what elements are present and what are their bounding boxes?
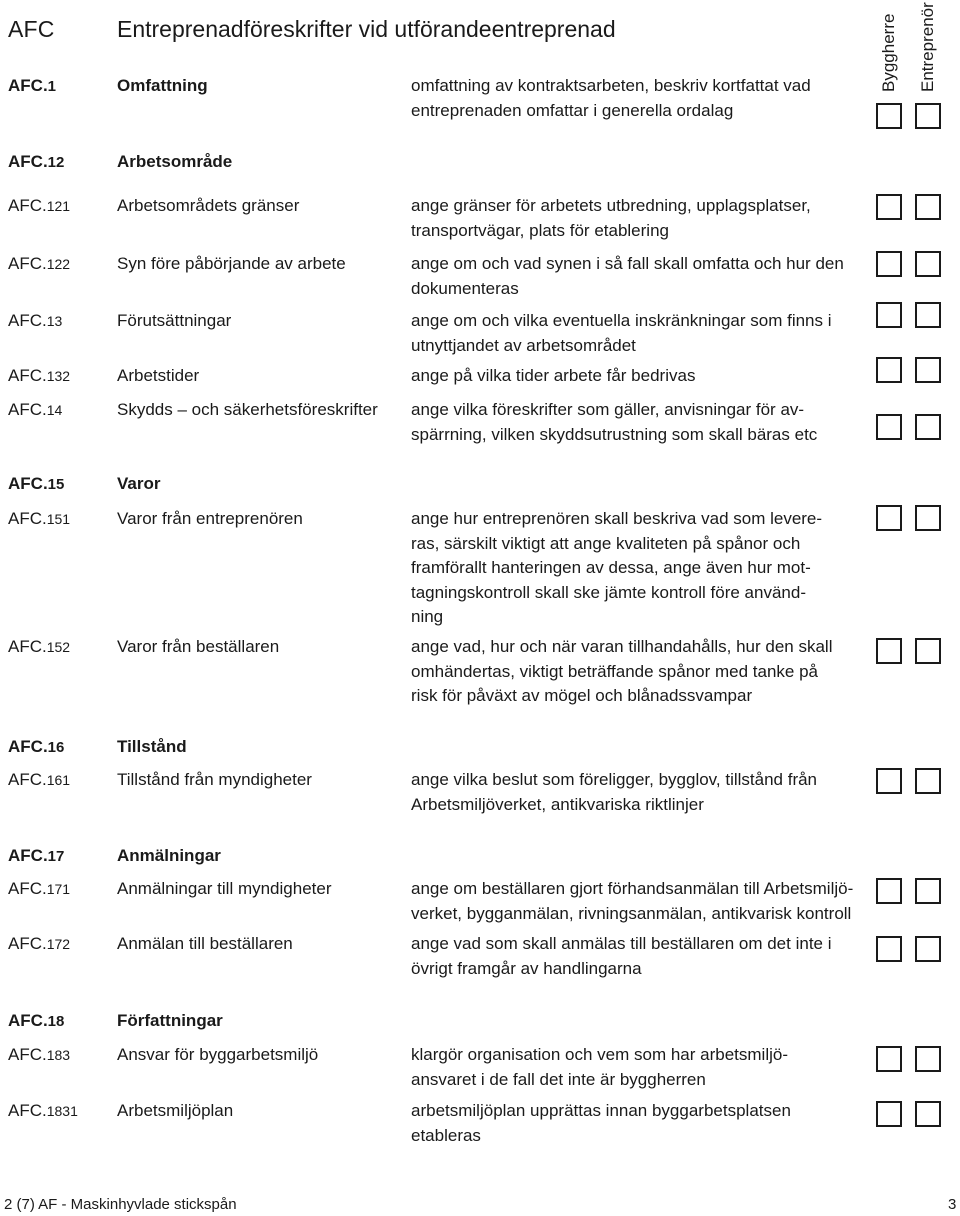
row-code-number: 15 <box>47 476 65 493</box>
row-code-number: 151 <box>46 511 71 527</box>
checkbox-entreprenor[interactable] <box>915 638 941 664</box>
row-code <box>8 194 70 219</box>
item-description: ange hur entreprenören skall beskriva vad som levere- ras, särskilt viktigt att ange kvaliteten på spånor och framförallt hanteringen av dessa, ange även hur mot- tagningskontroll skall ske jämte kontroll före använd- ning <box>411 509 823 626</box>
checkbox-entreprenor[interactable] <box>915 878 941 904</box>
row-code <box>8 252 70 277</box>
item-description: ange om och vad synen i så fall skall omfatta och hur den dokumenteras <box>411 254 844 298</box>
item-description: ange om beställaren gjort förhandsanmälan till Arbetsmiljö- verket, bygganmälan, rivningsanmälan, antikvarisk kontroll <box>411 879 854 923</box>
item-title: Förutsättningar <box>117 311 232 330</box>
checkbox-byggherre[interactable] <box>876 505 902 531</box>
item-description: ange vilka beslut som föreligger, bygglov, tillstånd från Arbetsmiljöverket, antikvariska riktlinjer <box>411 770 818 814</box>
row-code-prefix: AFC. <box>8 737 48 756</box>
row-code <box>8 768 70 793</box>
row-code-prefix: AFC. <box>8 846 48 865</box>
row-code <box>8 309 62 334</box>
item-description: ange vad, hur och när varan tillhandahålls, hur den skall omhändertas, viktigt beträffande spånor med tanke på risk för påväxt av mögel och blånadssvampar <box>411 637 833 705</box>
row-code <box>8 735 64 761</box>
item-description: ange vad som skall anmälas till beställaren om det inte i övrigt framgår av handlingarna <box>411 934 832 978</box>
row-code-number: 17 <box>47 848 65 865</box>
row-code <box>8 1043 70 1068</box>
row-code-number: 183 <box>46 1047 71 1063</box>
row-code-prefix: AFC. <box>8 1101 47 1120</box>
item-title: Arbetsmiljöplan <box>117 1101 234 1120</box>
row-code-prefix: AFC. <box>8 879 47 898</box>
row-code <box>8 1009 64 1035</box>
row-code-prefix: AFC. <box>8 637 47 656</box>
row-code <box>8 877 70 902</box>
section-title: Tillstånd <box>117 737 187 756</box>
item-description: omfattning av kontraktsarbeten, beskriv kortfattat vad entreprenaden omfattar i generella ordalag <box>411 76 811 120</box>
row-code <box>8 74 56 100</box>
section-title: Författningar <box>117 1011 223 1030</box>
row-code <box>8 1099 78 1124</box>
checkbox-entreprenor[interactable] <box>915 357 941 383</box>
checkbox-entreprenor[interactable] <box>915 936 941 962</box>
row-code-prefix: AFC. <box>8 934 47 953</box>
checkbox-byggherre[interactable] <box>876 1046 902 1072</box>
row-code-number: 16 <box>47 739 65 756</box>
row-code-number: 122 <box>46 256 71 272</box>
item-title: Anmälan till beställaren <box>117 934 293 953</box>
checkbox-entreprenor[interactable] <box>915 768 941 794</box>
checkbox-byggherre[interactable] <box>876 103 902 129</box>
item-title: Arbetsområdets gränser <box>117 196 300 215</box>
item-description: ange om och vilka eventuella inskränkningar som finns i utnyttjandet av arbetsområdet <box>411 311 832 355</box>
checkbox-entreprenor[interactable] <box>915 103 941 129</box>
row-code-prefix: AFC. <box>8 311 47 330</box>
section-title: Arbetsområde <box>117 152 233 171</box>
row-code-prefix: AFC. <box>8 1045 47 1064</box>
row-code-number: 1831 <box>46 1103 78 1119</box>
row-code-number: 18 <box>47 1013 65 1030</box>
row-code-prefix: AFC. <box>8 400 47 419</box>
checkbox-byggherre[interactable] <box>876 638 902 664</box>
checkbox-byggherre[interactable] <box>876 878 902 904</box>
row-code-prefix: AFC. <box>8 76 48 95</box>
column-header-byggherre: Byggherre <box>879 13 898 92</box>
row-code <box>8 932 70 957</box>
checkbox-entreprenor[interactable] <box>915 194 941 220</box>
item-title: Varor från beställaren <box>117 637 280 656</box>
row-code-number: 132 <box>46 368 71 384</box>
item-title: Arbetstider <box>117 366 200 385</box>
item-description: ange vilka föreskrifter som gäller, anvisningar för av- spärrning, vilken skyddsutrustning som skall bäras etc <box>411 400 818 444</box>
checkbox-byggherre[interactable] <box>876 194 902 220</box>
row-code <box>8 364 70 389</box>
row-code-prefix: AFC. <box>8 474 48 493</box>
row-code-number: 152 <box>46 639 71 655</box>
row-code <box>8 844 64 870</box>
section-title: Omfattning <box>117 76 208 95</box>
item-description: klargör organisation och vem som har arbetsmiljö- ansvaret i de fall det inte är byggherren <box>411 1045 788 1089</box>
item-description: ange gränser för arbetets utbredning, upplagsplatser, transportvägar, plats för etablering <box>411 196 811 240</box>
row-code-prefix: AFC. <box>8 1011 48 1030</box>
row-code-prefix: AFC. <box>8 152 48 171</box>
row-code-number: 171 <box>46 881 71 897</box>
page-title: Entreprenadföreskrifter vid utförandeentreprenad <box>117 16 616 42</box>
row-code-number: 172 <box>46 936 71 952</box>
row-code-number: 12 <box>47 154 65 171</box>
checkbox-entreprenor[interactable] <box>915 251 941 277</box>
checkbox-entreprenor[interactable] <box>915 302 941 328</box>
footer-document-info: 2 (7) AF - Maskinhyvlade stickspån <box>4 1196 237 1213</box>
row-code-prefix: AFC. <box>8 196 47 215</box>
row-code-prefix: AFC. <box>8 770 47 789</box>
checkbox-byggherre[interactable] <box>876 251 902 277</box>
section-title: Anmälningar <box>117 846 221 865</box>
row-code-number: 1 <box>47 78 57 95</box>
item-title: Ansvar för byggarbetsmiljö <box>117 1045 319 1064</box>
row-code <box>8 472 64 498</box>
item-description: arbetsmiljöplan upprättas innan byggarbetsplatsen etableras <box>411 1101 791 1145</box>
checkbox-byggherre[interactable] <box>876 1101 902 1127</box>
row-code <box>8 507 70 532</box>
row-code <box>8 150 64 176</box>
column-header-entreprenor: Entreprenör <box>918 2 937 92</box>
row-code <box>8 635 70 660</box>
row-code-number: 161 <box>46 772 71 788</box>
row-code-number: 13 <box>46 313 63 329</box>
row-code-prefix: AFC. <box>8 366 47 385</box>
checkbox-entreprenor[interactable] <box>915 1046 941 1072</box>
section-title: Varor <box>117 474 161 493</box>
item-description: ange på vilka tider arbete får bedrivas <box>411 366 696 385</box>
checkbox-entreprenor[interactable] <box>915 1101 941 1127</box>
section-code: AFC <box>8 16 55 42</box>
checkbox-entreprenor[interactable] <box>915 414 941 440</box>
checkbox-byggherre[interactable] <box>876 936 902 962</box>
page-number: 3 <box>948 1196 957 1213</box>
checkbox-entreprenor[interactable] <box>915 505 941 531</box>
row-code-number: 121 <box>46 198 71 214</box>
row-code-prefix: AFC. <box>8 509 47 528</box>
item-title: Skydds – och säkerhetsföreskrifter <box>117 400 378 419</box>
item-title: Tillstånd från myndigheter <box>117 770 312 789</box>
row-code-prefix: AFC. <box>8 254 47 273</box>
checkbox-byggherre[interactable] <box>876 357 902 383</box>
checkbox-byggherre[interactable] <box>876 768 902 794</box>
row-code-number: 14 <box>46 402 63 418</box>
item-title: Anmälningar till myndigheter <box>117 879 332 898</box>
item-title: Varor från entreprenören <box>117 509 303 528</box>
checkbox-byggherre[interactable] <box>876 302 902 328</box>
checkbox-byggherre[interactable] <box>876 414 902 440</box>
row-code <box>8 398 62 423</box>
item-title: Syn före påbörjande av arbete <box>117 254 346 273</box>
